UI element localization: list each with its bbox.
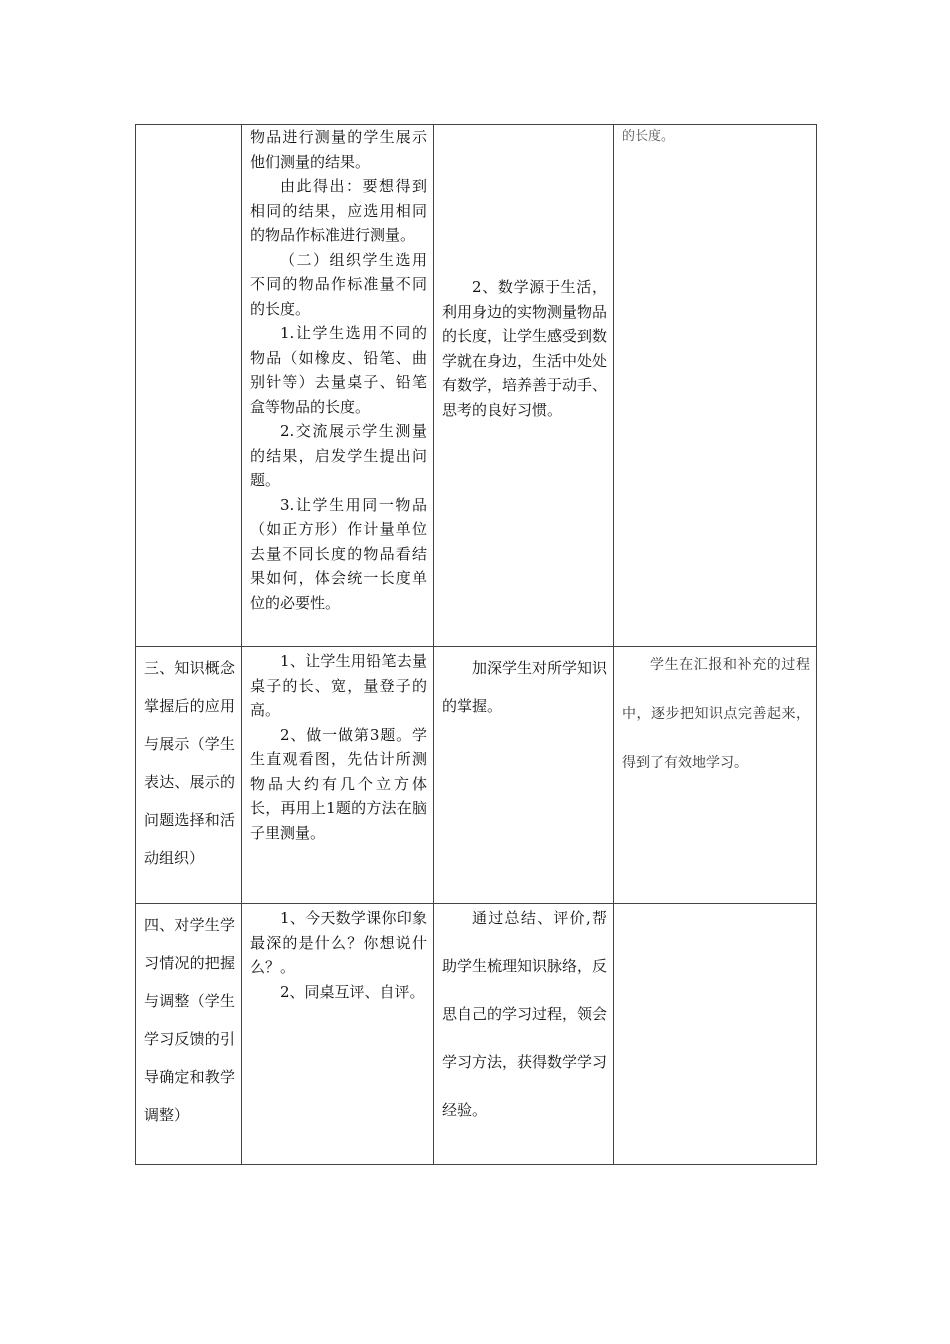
activity-paragraph: 1、今天数学课你印象最深的是什么？你想说什么？。	[250, 909, 427, 976]
reflection-cell	[614, 904, 817, 1165]
table-row	[136, 125, 817, 647]
activity-cell	[242, 125, 434, 647]
activity-cell	[242, 904, 434, 1165]
activity-paragraph: 2.交流展示学生测量的结果，启发学生提出问题。	[250, 422, 427, 489]
lesson-plan-table	[135, 124, 817, 1165]
activity-paragraph: 1.让学生选用不同的物品（如橡皮、铅笔、曲别针等）去量桌子、铅笔盒等物品的长度。	[250, 324, 427, 416]
activity-paragraph: 物品进行测量的学生展示他们测量的结果。	[250, 128, 427, 171]
stage-cell	[136, 125, 242, 647]
stage-cell	[136, 904, 242, 1165]
table-row	[136, 904, 817, 1165]
intent-paragraph: 2、数学源于生活，利用身边的实物测量物品的长度，让学生感受到数学就在身边，生活中处处有数学，培养善于动手、思考的良好习惯。	[442, 278, 608, 419]
activity-paragraph: 2、同桌互评、自评。	[280, 982, 425, 1001]
reflection-paragraph: 的长度。	[622, 129, 675, 144]
intent-paragraph: 通过总结、评价,帮助学生梳理知识脉络，反思自己的学习过程，领会学习方法，获得数学学习经验。	[442, 909, 608, 1119]
activity-paragraph: 2、做一做第3题。学生直观看图，先估计所测物品大约有几个立方体长，再用上1题的方法在脑子里测量。	[250, 725, 427, 842]
activity-cell	[242, 647, 434, 904]
reflection-cell	[614, 125, 817, 647]
reflection-cell	[614, 647, 817, 904]
stage-label: 四、对学生学习情况的把握与调整（学生学习反馈的引导确定和教学调整）	[144, 916, 235, 1124]
reflection-paragraph: 学生在汇报和补充的过程中，逐步把知识点完善起来，得到了有效地学习。	[622, 657, 810, 771]
activity-paragraph: 3.让学生用同一物品（如正方形）作计量单位去量不同长度的物品看结果如何，体会统一长度单位的必要性。	[250, 495, 427, 612]
intent-paragraph: 加深学生对所学知识的掌握。	[442, 659, 608, 715]
activity-paragraph: （二）组织学生选用不同的物品作标准量不同的长度。	[250, 250, 427, 318]
intent-cell	[434, 125, 614, 647]
intent-cell	[434, 647, 614, 904]
stage-label: 三、知识概念掌握后的应用与展示（学生表达、展示的问题选择和活动组织）	[144, 659, 235, 867]
table-row	[136, 647, 817, 904]
activity-paragraph: 1、让学生用铅笔去量桌子的长、宽，量登子的高。	[250, 652, 427, 719]
stage-cell	[136, 647, 242, 904]
activity-paragraph: 由此得出：要想得到相同的结果，应选用相同的物品作标准进行测量。	[250, 177, 427, 244]
intent-cell	[434, 904, 614, 1165]
